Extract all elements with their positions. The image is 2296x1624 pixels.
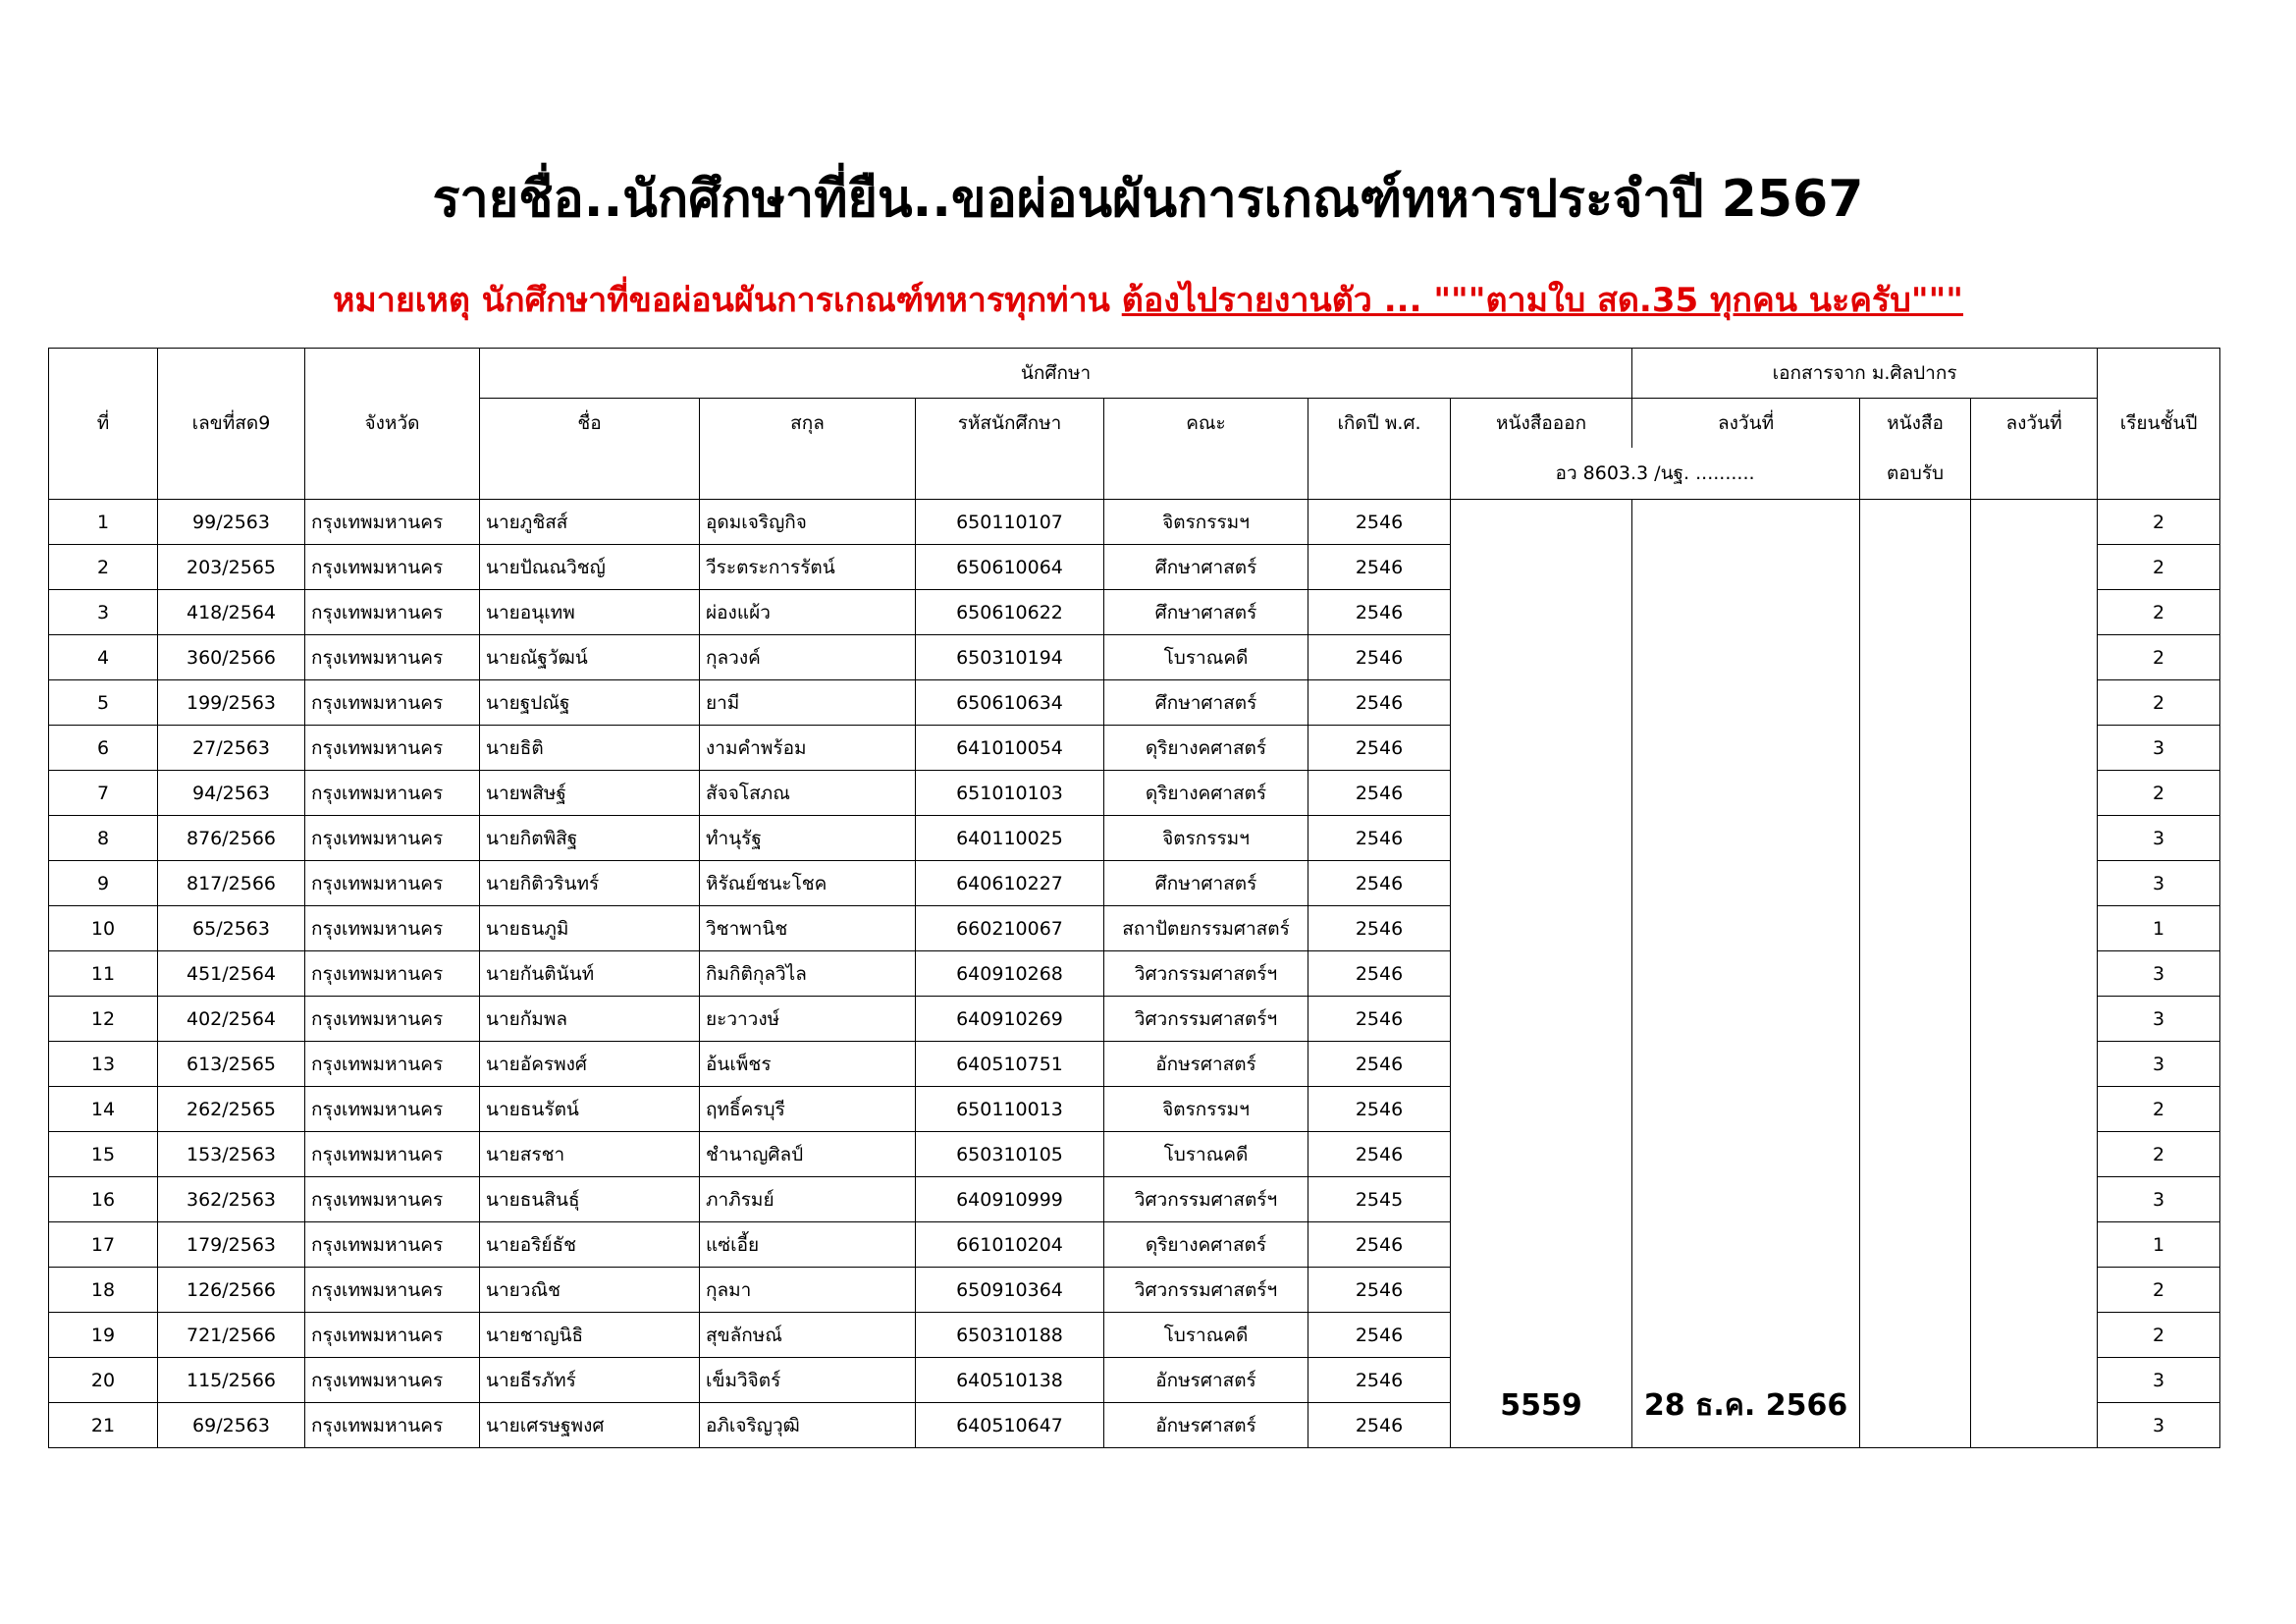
cell-student-id: 650110107	[916, 500, 1104, 545]
header-cell	[480, 448, 700, 500]
cell-last-name: วิชาพานิช	[700, 906, 916, 951]
cell-no: 14	[49, 1087, 158, 1132]
cell-year-level: 2	[2098, 771, 2220, 816]
cell-last-name: วีระตระการรัตน์	[700, 545, 916, 590]
cell-year-level: 2	[2098, 680, 2220, 726]
cell-student-id: 661010204	[916, 1222, 1104, 1268]
cell-last-name: ยะวาวงษ์	[700, 997, 916, 1042]
cell-no: 17	[49, 1222, 158, 1268]
cell-year-level: 1	[2098, 1222, 2220, 1268]
cell-faculty: ดุริยางคศาสตร์	[1104, 726, 1308, 771]
cell-year-level: 2	[2098, 1268, 2220, 1313]
cell-sd9: 721/2566	[158, 1313, 305, 1358]
cell-sd9: 613/2565	[158, 1042, 305, 1087]
cell-last-name: กิมกิติกุลวิไล	[700, 951, 916, 997]
cell-first-name: นายสรชา	[480, 1132, 700, 1177]
cell-sd9: 153/2563	[158, 1132, 305, 1177]
header-row-3	[49, 448, 2220, 500]
cell-first-name: นายณัฐวัฒน์	[480, 635, 700, 680]
header-sd9: เลขที่สด9	[158, 399, 305, 449]
cell-province: กรุงเทพมหานคร	[305, 906, 480, 951]
letter-number: 5559	[1451, 500, 1632, 1448]
cell-sd9: 876/2566	[158, 816, 305, 861]
cell-year-level: 3	[2098, 951, 2220, 997]
cell-last-name: อภิเจริญวุฒิ	[700, 1403, 916, 1448]
cell-sd9: 360/2566	[158, 635, 305, 680]
cell-province: กรุงเทพมหานคร	[305, 1313, 480, 1358]
cell-province: กรุงเทพมหานคร	[305, 590, 480, 635]
letter-date: 28 ธ.ค. 2566	[1632, 500, 1860, 1448]
cell-faculty: ดุริยางคศาสตร์	[1104, 1222, 1308, 1268]
cell-sd9: 199/2563	[158, 680, 305, 726]
cell-faculty: สถาปัตยกรรมศาสตร์	[1104, 906, 1308, 951]
cell-year-level: 3	[2098, 1177, 2220, 1222]
header-reply-letter-2: ตอบรับ	[1860, 448, 1971, 500]
cell-last-name: ทำนุรัฐ	[700, 816, 916, 861]
cell-birth-year: 2546	[1308, 816, 1451, 861]
cell-province: กรุงเทพมหานคร	[305, 1087, 480, 1132]
cell-last-name: ผ่องแผ้ว	[700, 590, 916, 635]
cell-first-name: นายกันตินันท์	[480, 951, 700, 997]
cell-birth-year: 2546	[1308, 1087, 1451, 1132]
cell-birth-year: 2546	[1308, 997, 1451, 1042]
cell-no: 13	[49, 1042, 158, 1087]
cell-faculty: โบราณคดี	[1104, 1313, 1308, 1358]
cell-last-name: งามคำพร้อม	[700, 726, 916, 771]
header-no: ที่	[49, 399, 158, 449]
cell-birth-year: 2546	[1308, 1222, 1451, 1268]
header-faculty: คณะ	[1104, 399, 1308, 449]
cell-province: กรุงเทพมหานคร	[305, 680, 480, 726]
cell-no: 18	[49, 1268, 158, 1313]
cell-sd9: 27/2563	[158, 726, 305, 771]
cell-faculty: วิศวกรรมศาสตร์ฯ	[1104, 951, 1308, 997]
cell-student-id: 650310194	[916, 635, 1104, 680]
cell-student-id: 641010054	[916, 726, 1104, 771]
cell-no: 15	[49, 1132, 158, 1177]
cell-first-name: นายอริย์ธัช	[480, 1222, 700, 1268]
header-cell	[158, 448, 305, 500]
student-deferment-table	[48, 348, 2220, 1448]
cell-no: 16	[49, 1177, 158, 1222]
cell-student-id: 660210067	[916, 906, 1104, 951]
cell-no: 11	[49, 951, 158, 997]
header-last-name: สกุล	[700, 399, 916, 449]
cell-year-level: 3	[2098, 1403, 2220, 1448]
header-date-1: ลงวันที่	[1632, 399, 1860, 449]
cell-faculty: จิตรกรรมฯ	[1104, 500, 1308, 545]
cell-last-name: อ้นเพ็ชร	[700, 1042, 916, 1087]
header-cell	[916, 448, 1104, 500]
cell-sd9: 451/2564	[158, 951, 305, 997]
cell-sd9: 179/2563	[158, 1222, 305, 1268]
cell-year-level: 3	[2098, 816, 2220, 861]
cell-no: 2	[49, 545, 158, 590]
header-cell	[305, 448, 480, 500]
cell-birth-year: 2546	[1308, 771, 1451, 816]
cell-faculty: วิศวกรรมศาสตร์ฯ	[1104, 997, 1308, 1042]
cell-birth-year: 2546	[1308, 951, 1451, 997]
cell-student-id: 650910364	[916, 1268, 1104, 1313]
cell-no: 9	[49, 861, 158, 906]
cell-student-id: 650310188	[916, 1313, 1104, 1358]
cell-sd9: 362/2563	[158, 1177, 305, 1222]
cell-first-name: นายพสิษฐ์	[480, 771, 700, 816]
cell-no: 10	[49, 906, 158, 951]
cell-birth-year: 2546	[1308, 861, 1451, 906]
cell-sd9: 817/2566	[158, 861, 305, 906]
cell-year-level: 2	[2098, 1132, 2220, 1177]
cell-faculty: ศึกษาศาสตร์	[1104, 861, 1308, 906]
cell-sd9: 65/2563	[158, 906, 305, 951]
cell-no: 4	[49, 635, 158, 680]
cell-province: กรุงเทพมหานคร	[305, 545, 480, 590]
cell-year-level: 3	[2098, 1042, 2220, 1087]
cell-year-level: 2	[2098, 1087, 2220, 1132]
cell-birth-year: 2546	[1308, 726, 1451, 771]
cell-first-name: นายธิติ	[480, 726, 700, 771]
cell-year-level: 1	[2098, 906, 2220, 951]
cell-first-name: นายกิตพิสิฐ	[480, 816, 700, 861]
cell-year-level: 2	[2098, 500, 2220, 545]
cell-no: 21	[49, 1403, 158, 1448]
cell-faculty: โบราณคดี	[1104, 1132, 1308, 1177]
cell-student-id: 640510647	[916, 1403, 1104, 1448]
header-cell	[700, 448, 916, 500]
header-cell	[158, 349, 305, 399]
remark-prefix: หมายเหตุ นักศึกษาที่ขอผ่อนผันการเกณฑ์ทหารทุกท่าน	[332, 281, 1122, 320]
cell-no: 19	[49, 1313, 158, 1358]
cell-province: กรุงเทพมหานคร	[305, 500, 480, 545]
header-student-id: รหัสนักศึกษา	[916, 399, 1104, 449]
header-student-group: นักศึกษา	[480, 349, 1632, 399]
header-date-2: ลงวันที่	[1971, 399, 2098, 449]
cell-faculty: ดุริยางคศาสตร์	[1104, 771, 1308, 816]
cell-birth-year: 2546	[1308, 1358, 1451, 1403]
cell-student-id: 650610622	[916, 590, 1104, 635]
cell-faculty: จิตรกรรมฯ	[1104, 1087, 1308, 1132]
cell-faculty: อักษรศาสตร์	[1104, 1358, 1308, 1403]
cell-year-level: 2	[2098, 590, 2220, 635]
cell-no: 8	[49, 816, 158, 861]
cell-birth-year: 2546	[1308, 680, 1451, 726]
cell-last-name: สุขลักษณ์	[700, 1313, 916, 1358]
cell-first-name: นายอัครพงศ์	[480, 1042, 700, 1087]
cell-birth-year: 2546	[1308, 1042, 1451, 1087]
cell-no: 1	[49, 500, 158, 545]
cell-last-name: สัจจโสภณ	[700, 771, 916, 816]
cell-sd9: 94/2563	[158, 771, 305, 816]
cell-birth-year: 2546	[1308, 906, 1451, 951]
cell-year-level: 2	[2098, 635, 2220, 680]
cell-province: กรุงเทพมหานคร	[305, 771, 480, 816]
cell-first-name: นายกัมพล	[480, 997, 700, 1042]
header-cell	[305, 349, 480, 399]
cell-year-level: 3	[2098, 997, 2220, 1042]
cell-first-name: นายอนุเทพ	[480, 590, 700, 635]
reply-date-cell	[1971, 500, 2098, 1448]
cell-faculty: วิศวกรรมศาสตร์ฯ	[1104, 1268, 1308, 1313]
header-cell	[1308, 448, 1451, 500]
header-birth-year: เกิดปี พ.ศ.	[1308, 399, 1451, 449]
cell-last-name: อุดมเจริญกิจ	[700, 500, 916, 545]
cell-first-name: นายวณิช	[480, 1268, 700, 1313]
remark-note	[0, 275, 2296, 326]
cell-no: 3	[49, 590, 158, 635]
cell-province: กรุงเทพมหานคร	[305, 726, 480, 771]
cell-province: กรุงเทพมหานคร	[305, 1268, 480, 1313]
cell-first-name: นายปัณณวิชญ์	[480, 545, 700, 590]
cell-birth-year: 2546	[1308, 1403, 1451, 1448]
cell-no: 7	[49, 771, 158, 816]
cell-student-id: 650310105	[916, 1132, 1104, 1177]
cell-student-id: 640110025	[916, 816, 1104, 861]
cell-year-level: 3	[2098, 726, 2220, 771]
cell-province: กรุงเทพมหานคร	[305, 1177, 480, 1222]
cell-no: 5	[49, 680, 158, 726]
cell-province: กรุงเทพมหานคร	[305, 997, 480, 1042]
cell-faculty: จิตรกรรมฯ	[1104, 816, 1308, 861]
cell-province: กรุงเทพมหานคร	[305, 1222, 480, 1268]
cell-sd9: 115/2566	[158, 1358, 305, 1403]
header-letter-out: หนังสือออก	[1451, 399, 1632, 449]
page-title: รายชื่อ..นักศึกษาที่ยืน..ขอผ่อนผันการเกณฑ์ทหารประจำปี 2567	[432, 170, 1864, 229]
cell-first-name: นายกิติวรินทร์	[480, 861, 700, 906]
cell-year-level: 3	[2098, 1358, 2220, 1403]
header-first-name: ชื่อ	[480, 399, 700, 449]
header-cell	[2098, 349, 2220, 399]
cell-last-name: แซ่เอี้ย	[700, 1222, 916, 1268]
header-cell	[49, 448, 158, 500]
cell-faculty: วิศวกรรมศาสตร์ฯ	[1104, 1177, 1308, 1222]
cell-sd9: 402/2564	[158, 997, 305, 1042]
header-cell	[1971, 448, 2098, 500]
cell-student-id: 640610227	[916, 861, 1104, 906]
cell-birth-year: 2545	[1308, 1177, 1451, 1222]
cell-last-name: เข็มวิจิตร์	[700, 1358, 916, 1403]
table-row	[49, 500, 2220, 545]
cell-faculty: ศึกษาศาสตร์	[1104, 680, 1308, 726]
cell-first-name: นายธนภูมิ	[480, 906, 700, 951]
cell-year-level: 2	[2098, 545, 2220, 590]
cell-birth-year: 2546	[1308, 1268, 1451, 1313]
cell-student-id: 640510138	[916, 1358, 1104, 1403]
cell-student-id: 640910269	[916, 997, 1104, 1042]
cell-province: กรุงเทพมหานคร	[305, 1403, 480, 1448]
cell-birth-year: 2546	[1308, 1313, 1451, 1358]
cell-first-name: นายชาญนิธิ	[480, 1313, 700, 1358]
cell-province: กรุงเทพมหานคร	[305, 951, 480, 997]
reply-letter-cell	[1860, 500, 1971, 1448]
cell-year-level: 3	[2098, 861, 2220, 906]
cell-no: 20	[49, 1358, 158, 1403]
cell-birth-year: 2546	[1308, 1132, 1451, 1177]
cell-birth-year: 2546	[1308, 545, 1451, 590]
header-cell	[49, 349, 158, 399]
cell-faculty: โบราณคดี	[1104, 635, 1308, 680]
cell-first-name: นายเศรษฐพงศ	[480, 1403, 700, 1448]
cell-faculty: ศึกษาศาสตร์	[1104, 590, 1308, 635]
cell-last-name: กุลวงค์	[700, 635, 916, 680]
header-letter-ref: อว 8603.3 /นฐ. ..........	[1451, 448, 1860, 500]
cell-first-name: นายธนสินธุ์	[480, 1177, 700, 1222]
cell-birth-year: 2546	[1308, 590, 1451, 635]
cell-first-name: นายฐปณัฐ	[480, 680, 700, 726]
cell-no: 12	[49, 997, 158, 1042]
cell-last-name: กุลมา	[700, 1268, 916, 1313]
cell-student-id: 650610634	[916, 680, 1104, 726]
header-cell	[1104, 448, 1308, 500]
cell-last-name: ฤทธิ์ครบุรี	[700, 1087, 916, 1132]
cell-first-name: นายภูชิสส์	[480, 500, 700, 545]
cell-student-id: 650610064	[916, 545, 1104, 590]
cell-sd9: 69/2563	[158, 1403, 305, 1448]
cell-last-name: หิรัณย์ชนะโชค	[700, 861, 916, 906]
header-docs-group: เอกสารจาก ม.ศิลปากร	[1632, 349, 2098, 399]
cell-faculty: ศึกษาศาสตร์	[1104, 545, 1308, 590]
cell-sd9: 418/2564	[158, 590, 305, 635]
cell-student-id: 650110013	[916, 1087, 1104, 1132]
cell-student-id: 640510751	[916, 1042, 1104, 1087]
cell-sd9: 99/2563	[158, 500, 305, 545]
cell-last-name: ภาภิรมย์	[700, 1177, 916, 1222]
cell-province: กรุงเทพมหานคร	[305, 861, 480, 906]
cell-student-id: 640910268	[916, 951, 1104, 997]
cell-sd9: 203/2565	[158, 545, 305, 590]
header-row-1	[49, 349, 2220, 399]
cell-no: 6	[49, 726, 158, 771]
cell-sd9: 126/2566	[158, 1268, 305, 1313]
header-year-level: เรียนชั้นปี	[2098, 399, 2220, 449]
cell-province: กรุงเทพมหานคร	[305, 816, 480, 861]
cell-first-name: นายธนรัตน์	[480, 1087, 700, 1132]
cell-year-level: 2	[2098, 1313, 2220, 1358]
header-province: จังหวัด	[305, 399, 480, 449]
cell-last-name: ชำนาญศิลป์	[700, 1132, 916, 1177]
cell-faculty: อักษรศาสตร์	[1104, 1042, 1308, 1087]
header-reply-letter: หนังสือ	[1860, 399, 1971, 449]
cell-sd9: 262/2565	[158, 1087, 305, 1132]
cell-province: กรุงเทพมหานคร	[305, 1042, 480, 1087]
cell-province: กรุงเทพมหานคร	[305, 1358, 480, 1403]
cell-faculty: อักษรศาสตร์	[1104, 1403, 1308, 1448]
cell-last-name: ยามี	[700, 680, 916, 726]
cell-student-id: 640910999	[916, 1177, 1104, 1222]
remark-underlined: ต้องไปรายงานตัว ... """ตามใบ สด.35 ทุกคน นะครับ"""	[1121, 281, 1964, 320]
cell-first-name: นายธีรภัทร์	[480, 1358, 700, 1403]
cell-province: กรุงเทพมหานคร	[305, 1132, 480, 1177]
cell-province: กรุงเทพมหานคร	[305, 635, 480, 680]
header-row-2	[49, 399, 2220, 449]
header-cell	[2098, 448, 2220, 500]
cell-birth-year: 2546	[1308, 635, 1451, 680]
cell-birth-year: 2546	[1308, 500, 1451, 545]
cell-student-id: 651010103	[916, 771, 1104, 816]
